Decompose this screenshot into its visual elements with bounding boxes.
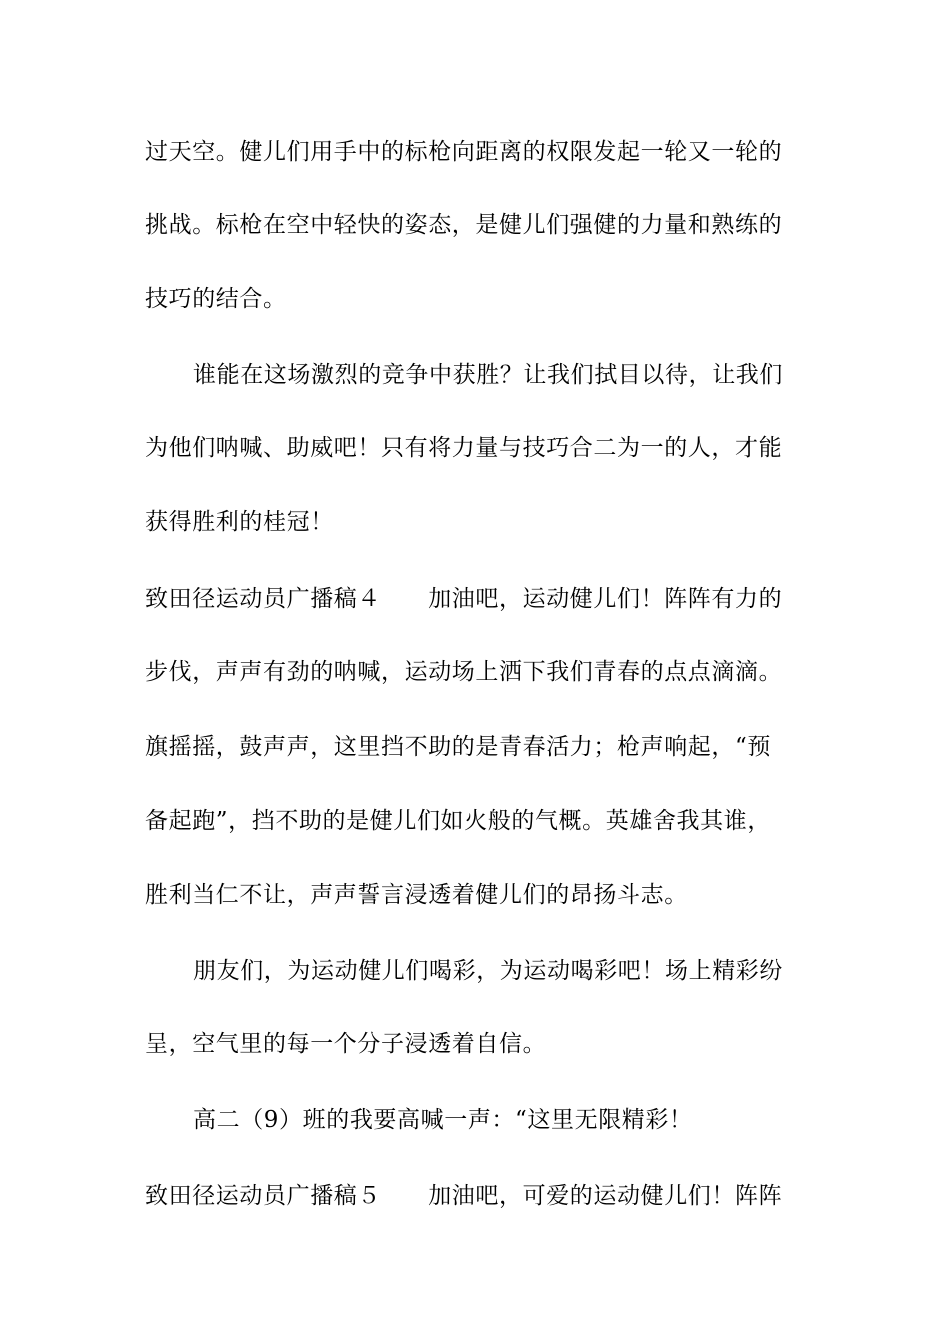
section-heading-line: 致田径运动员广播稿５ 加油吧，可爱的运动健儿们！阵阵: [145, 1183, 783, 1209]
text-line: 步伐，声声有劲的呐喊，运动场上洒下我们青春的点点滴滴。: [145, 659, 783, 685]
text-line: 为他们呐喊、助威吧！只有将力量与技巧合二为一的人，才能: [145, 435, 783, 461]
paragraph-first-line: 朋友们，为运动健儿们喝彩，为运动喝彩吧！场上精彩纷: [193, 958, 783, 984]
text-line: 挑战。标枪在空中轻快的姿态，是健儿们强健的力量和熟练的: [145, 212, 783, 238]
text-line: 过天空。健儿们用手中的标枪向距离的权限发起一轮又一轮的: [145, 139, 783, 165]
text-line: 获得胜利的桂冠！: [145, 509, 334, 535]
paragraph-first-line: 谁能在这场激烈的竞争中获胜？让我们拭目以待，让我们: [193, 362, 783, 388]
paragraph-first-line: 高二（9）班的我要高喊一声：“这里无限精彩！: [193, 1107, 693, 1133]
text-line: 备起跑”，挡不助的是健儿们如火般的气概。英雄舍我其谁，: [145, 808, 771, 834]
text-line: 旗摇摇，鼓声声，这里挡不助的是青春活力；枪声响起，“预: [145, 734, 771, 760]
text-line: 胜利当仁不让，声声誓言浸透着健儿们的昂扬斗志。: [145, 882, 688, 908]
section-heading-line: 致田径运动员广播稿４ 加油吧，运动健儿们！阵阵有力的: [145, 586, 783, 612]
text-line: 技巧的结合。: [145, 286, 287, 312]
text-line: 呈，空气里的每一个分子浸透着自信。: [145, 1031, 547, 1057]
